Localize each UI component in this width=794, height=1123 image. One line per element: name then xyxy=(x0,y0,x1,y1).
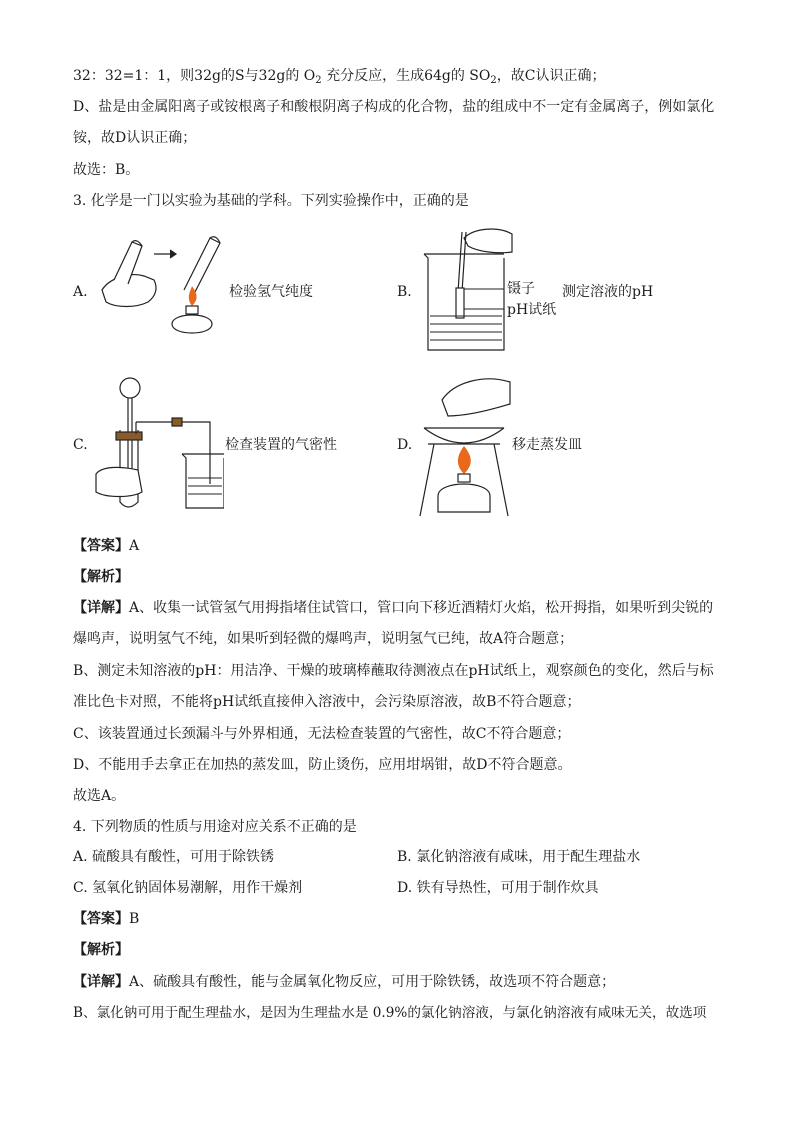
text-segment: ，故C认识正确； xyxy=(496,68,606,84)
question-stem: 4. 下列物质的性质与用途对应关系不正确的是 xyxy=(73,819,357,835)
figure-a-hydrogen-test xyxy=(92,232,227,344)
answer-tag: 【答案】 xyxy=(73,538,129,554)
figure-caption: 移走蒸发皿 xyxy=(512,437,582,453)
answer-value: B xyxy=(129,911,140,927)
text-line xyxy=(73,66,605,91)
option-d: D. 铁有导热性，可用于制作炊具 xyxy=(397,880,599,896)
analysis-label: 【解析】 xyxy=(73,569,129,585)
answer-line xyxy=(73,909,139,929)
figure-d-evaporating-dish xyxy=(414,372,514,520)
figure-c-airtightness xyxy=(92,374,224,514)
option-c: C. 氢氧化钠固体易潮解，用作干燥剂 xyxy=(73,880,303,896)
text-line: 铵，故D认识正确； xyxy=(73,130,197,146)
detail-line: D、不能用手去拿正在加热的蒸发皿，防止烫伤，应用坩埚钳，故D不符合题意。 xyxy=(73,757,572,773)
detail-line: 故选A。 xyxy=(73,788,126,804)
text-line: D、盐是由金属阳离子或铵根离子和酸根阴离子构成的化合物，盐的组成中不一定有金属离子，例如氯化 xyxy=(73,99,715,115)
detail-tag: 【详解】 xyxy=(73,974,129,990)
analysis-tag xyxy=(73,567,129,587)
figure-caption: 测定溶液的pH xyxy=(562,284,654,300)
subscript: 2 xyxy=(315,75,322,86)
figure-caption: 检验氢气纯度 xyxy=(229,284,313,300)
detail-line: B、氯化钠可用于配生理盐水，是因为生理盐水是 0.9%的氯化钠溶液，与氯化钠溶液有咸味无关，故选项 xyxy=(73,1005,707,1021)
label-ph-paper: pH试纸 xyxy=(507,302,557,318)
question-stem: 3. 化学是一门以实验为基础的学科。下列实验操作中，正确的是 xyxy=(73,193,469,209)
answer-tag: 【答案】 xyxy=(73,911,129,927)
detail-line: 准比色卡对照，不能将pH试纸直接伸入溶液中，会污染原溶液，故B不符合题意； xyxy=(73,694,581,710)
answer-line xyxy=(73,536,139,556)
label-tweezers: 镊子 xyxy=(507,281,535,297)
subscript: 2 xyxy=(490,75,497,86)
text-line: 故选：B。 xyxy=(73,162,140,178)
answer-value: A xyxy=(129,538,140,554)
option-letter: D. xyxy=(397,437,413,453)
detail-text: A、收集一试管氢气用拇指堵住试管口，管口向下移近酒精灯火焰，松开拇指，如果听到尖锐的 xyxy=(129,600,714,616)
figure-caption: 检查装置的气密性 xyxy=(225,437,337,453)
text-segment: 充分反应，生成64g的 SO xyxy=(321,68,491,84)
detail-line xyxy=(73,598,713,618)
option-letter: B. xyxy=(397,284,412,300)
analysis-tag xyxy=(73,940,129,960)
detail-line: C、该装置通过长颈漏斗与外界相通，无法检查装置的气密性，故C不符合题意； xyxy=(73,726,571,742)
detail-line xyxy=(73,972,615,992)
option-a: A. 硫酸具有酸性，可用于除铁锈 xyxy=(73,849,275,865)
option-letter: A. xyxy=(73,284,88,300)
detail-text: A、硫酸具有酸性，能与金属氧化物反应，可用于除铁锈，故选项不符合题意； xyxy=(129,974,616,990)
option-letter: C. xyxy=(73,437,88,453)
detail-line: B、测定未知溶液的pH：用洁净、干燥的玻璃棒蘸取待测液点在pH试纸上，观察颜色的变化，然后与标 xyxy=(73,663,714,679)
analysis-label: 【解析】 xyxy=(73,942,129,958)
detail-line: 爆鸣声，说明氢气不纯，如果听到轻微的爆鸣声，说明氢气已纯，故A符合题意； xyxy=(73,631,574,647)
option-b: B. 氯化钠溶液有咸味，用于配生理盐水 xyxy=(397,849,641,865)
detail-tag: 【详解】 xyxy=(73,600,129,616)
text-segment: 32：32=1：1，则32g的S与32g的 O xyxy=(73,68,316,84)
